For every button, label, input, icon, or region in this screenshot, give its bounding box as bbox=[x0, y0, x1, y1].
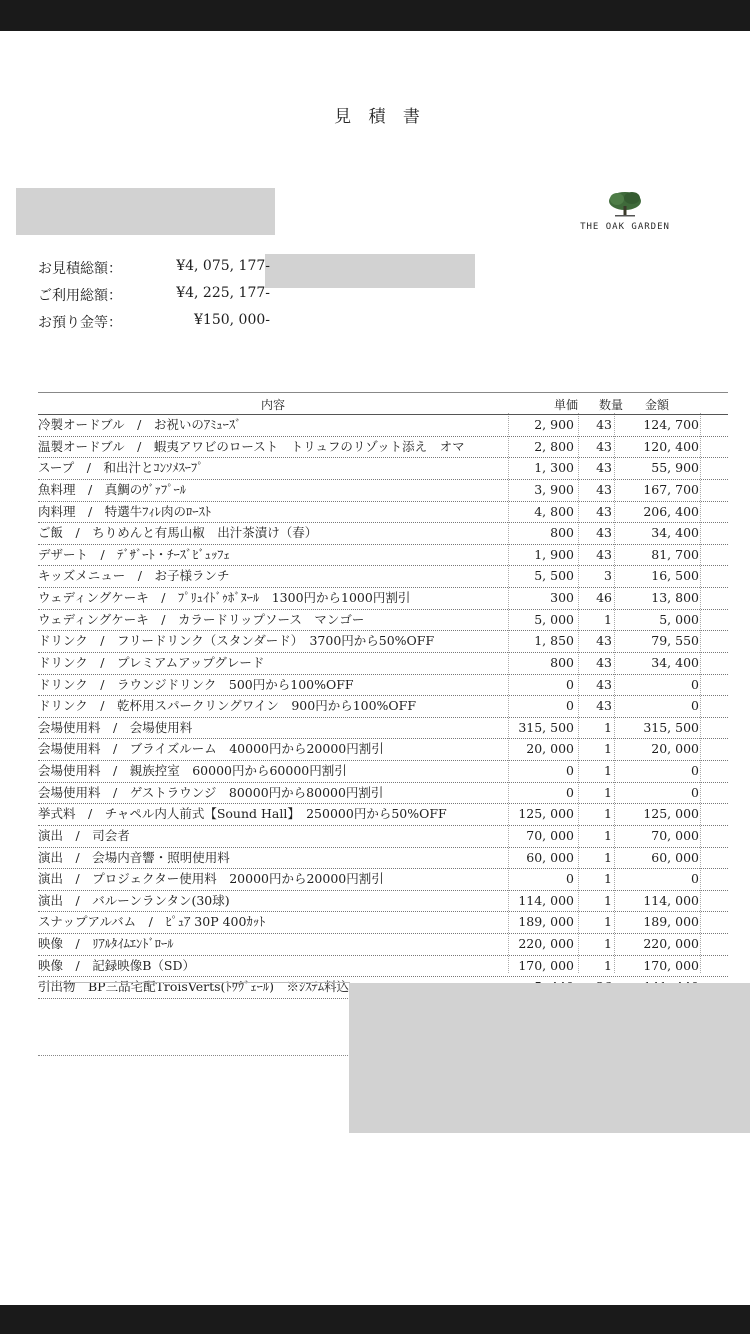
redacted-block bbox=[349, 983, 750, 1133]
item-qty: 1 bbox=[604, 719, 612, 735]
item-qty: 43 bbox=[596, 460, 612, 476]
document-title: 見 積 書 bbox=[334, 107, 426, 127]
item-desc: ドリンク / 乾杯用スパークリングワイン 900円から100%OFF bbox=[38, 698, 417, 714]
table-row bbox=[38, 588, 728, 610]
item-desc: キッズメニュー / お子様ランチ bbox=[38, 568, 230, 584]
item-amount: 220, 000 bbox=[643, 936, 699, 951]
table-header bbox=[38, 392, 728, 415]
table-row bbox=[38, 610, 728, 632]
item-qty: 43 bbox=[596, 438, 612, 454]
summary-label: お見積総額： bbox=[38, 261, 122, 277]
oak-tree-icon bbox=[607, 190, 643, 218]
venue-logo bbox=[570, 190, 680, 232]
summary-value: ¥4, 075, 177- bbox=[176, 258, 270, 274]
item-price: 60, 000 bbox=[526, 849, 574, 865]
item-qty: 43 bbox=[596, 503, 612, 519]
item-amount: 55, 900 bbox=[651, 460, 699, 476]
table-row bbox=[38, 437, 728, 459]
item-amount: 70, 000 bbox=[651, 827, 699, 843]
item-price: 2, 800 bbox=[534, 438, 574, 454]
item-qty: 46 bbox=[596, 590, 612, 605]
table-row bbox=[38, 761, 728, 783]
item-amount: 0 bbox=[691, 763, 699, 778]
item-desc: 会場使用料 / 会場使用料 bbox=[38, 719, 193, 735]
item-price: 800 bbox=[550, 525, 574, 541]
item-qty: 43 bbox=[596, 417, 612, 432]
header-desc: 内容 bbox=[260, 398, 285, 412]
item-amount: 34, 400 bbox=[651, 525, 699, 541]
item-qty: 1 bbox=[604, 784, 612, 800]
table-row bbox=[38, 848, 728, 870]
item-desc: 映像 / ﾘｱﾙﾀｲﾑｴﾝﾄﾞﾛｰﾙ bbox=[38, 936, 174, 951]
item-desc: スープ / 和出汁とｺﾝｿﾒｽｰﾌﾟ bbox=[38, 460, 204, 476]
logo-text: THE OAK GARDEN bbox=[580, 222, 670, 232]
item-qty: 1 bbox=[604, 827, 612, 843]
item-price: 220, 000 bbox=[518, 936, 574, 951]
item-desc: 引出物 BP三品宅配TroisVerts(ﾄﾜｳﾞｪｰﾙ) ※ｼｽﾃﾑ料込 bbox=[38, 979, 350, 995]
item-amount: 315, 500 bbox=[643, 719, 699, 735]
table-row bbox=[38, 934, 728, 956]
bottom-bar bbox=[0, 1305, 750, 1334]
item-amount: 0 bbox=[691, 784, 699, 800]
item-price: 1, 900 bbox=[534, 546, 574, 562]
item-price: 315, 500 bbox=[518, 719, 574, 735]
item-desc: ご飯 / ちりめんと有馬山椒 出汁茶漬け（春） bbox=[38, 525, 318, 541]
item-qty: 1 bbox=[604, 849, 612, 865]
item-price: 800 bbox=[550, 654, 574, 670]
table-row bbox=[38, 480, 728, 502]
table-row bbox=[38, 718, 728, 740]
item-amount: 125, 000 bbox=[643, 806, 699, 822]
table-bottom-rule bbox=[38, 982, 350, 983]
item-qty: 1 bbox=[604, 806, 612, 822]
table-row bbox=[38, 545, 728, 567]
item-price: 5, 000 bbox=[534, 611, 574, 627]
item-qty: 43 bbox=[596, 676, 612, 692]
header-amount: 金額 bbox=[644, 398, 669, 412]
item-amount: 34, 400 bbox=[651, 654, 699, 670]
item-price: 0 bbox=[566, 784, 574, 800]
item-desc: 映像 / 記録映像B（SD） bbox=[38, 957, 195, 973]
table-row bbox=[38, 458, 728, 480]
item-amount: 114, 000 bbox=[643, 892, 699, 908]
item-qty: 1 bbox=[604, 914, 612, 930]
item-price: 2, 900 bbox=[534, 417, 574, 432]
item-price: 4, 800 bbox=[534, 503, 574, 519]
item-qty: 43 bbox=[596, 633, 612, 649]
item-amount: 13, 800 bbox=[651, 590, 699, 605]
item-desc: 挙式料 / チャペル内人前式【Sound Hall】 250000円から50%OFF bbox=[38, 806, 447, 822]
header-price: 単価 bbox=[553, 398, 578, 412]
top-status-bar bbox=[0, 0, 750, 31]
item-price: 170, 000 bbox=[518, 957, 574, 973]
item-amount: 124, 700 bbox=[643, 417, 699, 432]
table-row bbox=[38, 502, 728, 524]
item-desc: 会場使用料 / 親族控室 60000円から60000円割引 bbox=[38, 763, 347, 778]
item-qty: 1 bbox=[604, 741, 612, 757]
item-amount: 5, 000 bbox=[659, 611, 699, 627]
table-row bbox=[38, 956, 728, 978]
item-amount: 81, 700 bbox=[651, 546, 699, 562]
item-amount: 120, 400 bbox=[643, 438, 699, 454]
item-qty: 1 bbox=[604, 871, 612, 887]
item-qty: 43 bbox=[596, 546, 612, 562]
table-row bbox=[38, 415, 728, 437]
header-qty: 数量 bbox=[598, 398, 623, 412]
item-price: 300 bbox=[550, 590, 574, 605]
item-desc: 魚料理 / 真鯛のｳﾞｧﾌﾟｰﾙ bbox=[38, 481, 186, 497]
item-desc: デザート / ﾃﾞｻﾞｰﾄ・ﾁｰｽﾞﾋﾞｭｯﾌｪ bbox=[38, 546, 230, 562]
item-qty: 43 bbox=[596, 481, 612, 497]
item-amount: 0 bbox=[691, 698, 699, 714]
table-row bbox=[38, 804, 728, 826]
item-amount: 189, 000 bbox=[643, 914, 699, 930]
table-row bbox=[38, 675, 728, 697]
summary-value: ¥4, 225, 177- bbox=[176, 285, 270, 301]
table-row bbox=[38, 869, 728, 891]
item-desc: ドリンク / ラウンジドリンク 500円から100%OFF bbox=[38, 676, 354, 692]
table-row bbox=[38, 891, 728, 913]
item-price: 0 bbox=[566, 763, 574, 778]
item-qty: 1 bbox=[604, 892, 612, 908]
table-row bbox=[38, 696, 728, 718]
table-body bbox=[38, 415, 728, 999]
item-desc: ウェディングケーキ / ﾌﾟﾘｭｲﾄﾞｩﾎﾞﾇｰﾙ 1300円から1000円割引 bbox=[38, 590, 411, 605]
summary-value: ¥150, 000- bbox=[194, 312, 270, 328]
item-amount: 79, 550 bbox=[651, 633, 699, 649]
footer-rule bbox=[38, 1055, 348, 1056]
item-price: 5, 500 bbox=[534, 568, 574, 584]
item-desc: 肉料理 / 特選牛ﾌｨﾚ肉のﾛｰｽﾄ bbox=[38, 503, 211, 519]
summary-label: ご利用総額： bbox=[38, 288, 122, 304]
table-row bbox=[38, 631, 728, 653]
item-price: 125, 000 bbox=[518, 806, 574, 822]
item-amount: 206, 400 bbox=[643, 503, 699, 519]
item-qty: 3 bbox=[604, 568, 612, 584]
table-row bbox=[38, 912, 728, 934]
item-desc: スナップアルバム / ﾋﾟｭｱ 30P 400ｶｯﾄ bbox=[38, 914, 266, 930]
item-amount: 60, 000 bbox=[651, 849, 699, 865]
item-amount: 0 bbox=[691, 871, 699, 887]
item-desc: 演出 / プロジェクター使用料 20000円から20000円割引 bbox=[38, 871, 384, 887]
item-desc: 演出 / バルーンランタン(30球) bbox=[38, 892, 230, 908]
item-price: 114, 000 bbox=[518, 892, 574, 908]
item-qty: 43 bbox=[596, 525, 612, 541]
item-desc: 会場使用料 / ブライズルーム 40000円から20000円割引 bbox=[38, 741, 384, 757]
item-qty: 1 bbox=[604, 763, 612, 778]
item-qty: 43 bbox=[596, 698, 612, 714]
item-desc: ドリンク / プレミアムアップグレード bbox=[38, 654, 265, 670]
table-row bbox=[38, 566, 728, 588]
table-row bbox=[38, 739, 728, 761]
item-qty: 1 bbox=[604, 936, 612, 951]
item-price: 189, 000 bbox=[518, 914, 574, 930]
item-desc: 冷製オードブル / お祝いのｱﾐｭｰｽﾞ bbox=[38, 417, 242, 432]
item-price: 0 bbox=[566, 676, 574, 692]
item-price: 3, 900 bbox=[534, 481, 574, 497]
item-desc: 演出 / 会場内音響・照明使用料 bbox=[38, 849, 230, 865]
item-amount: 170, 000 bbox=[643, 957, 699, 973]
item-amount: 16, 500 bbox=[651, 568, 699, 584]
redacted-block bbox=[265, 254, 475, 288]
summary-label: お預り金等： bbox=[38, 315, 122, 331]
item-desc: 演出 / 司会者 bbox=[38, 827, 130, 843]
item-price: 1, 850 bbox=[534, 633, 574, 649]
item-desc: ドリンク / フリードリンク（スタンダード） 3700円から50%OFF bbox=[38, 633, 435, 649]
redacted-block bbox=[16, 188, 275, 235]
item-qty: 1 bbox=[604, 957, 612, 973]
item-price: 20, 000 bbox=[526, 741, 574, 757]
item-qty: 1 bbox=[604, 611, 612, 627]
table-row bbox=[38, 523, 728, 545]
item-price: 0 bbox=[566, 698, 574, 714]
item-amount: 0 bbox=[691, 676, 699, 692]
item-price: 0 bbox=[566, 871, 574, 887]
item-amount: 20, 000 bbox=[651, 741, 699, 757]
item-desc: ウェディングケーキ / カラードリップソース マンゴー bbox=[38, 611, 365, 627]
item-amount: 167, 700 bbox=[643, 481, 699, 497]
table-row bbox=[38, 826, 728, 848]
item-desc: 温製オードブル / 蝦夷アワビのロースト トリュフのリゾット添え オマ bbox=[38, 438, 465, 454]
item-desc: 会場使用料 / ゲストラウンジ 80000円から80000円割引 bbox=[38, 784, 384, 800]
table-row bbox=[38, 653, 728, 675]
estimate-table bbox=[38, 392, 728, 999]
item-price: 70, 000 bbox=[526, 827, 574, 843]
item-price: 1, 300 bbox=[534, 460, 574, 476]
item-qty: 43 bbox=[596, 654, 612, 670]
table-row bbox=[38, 783, 728, 805]
